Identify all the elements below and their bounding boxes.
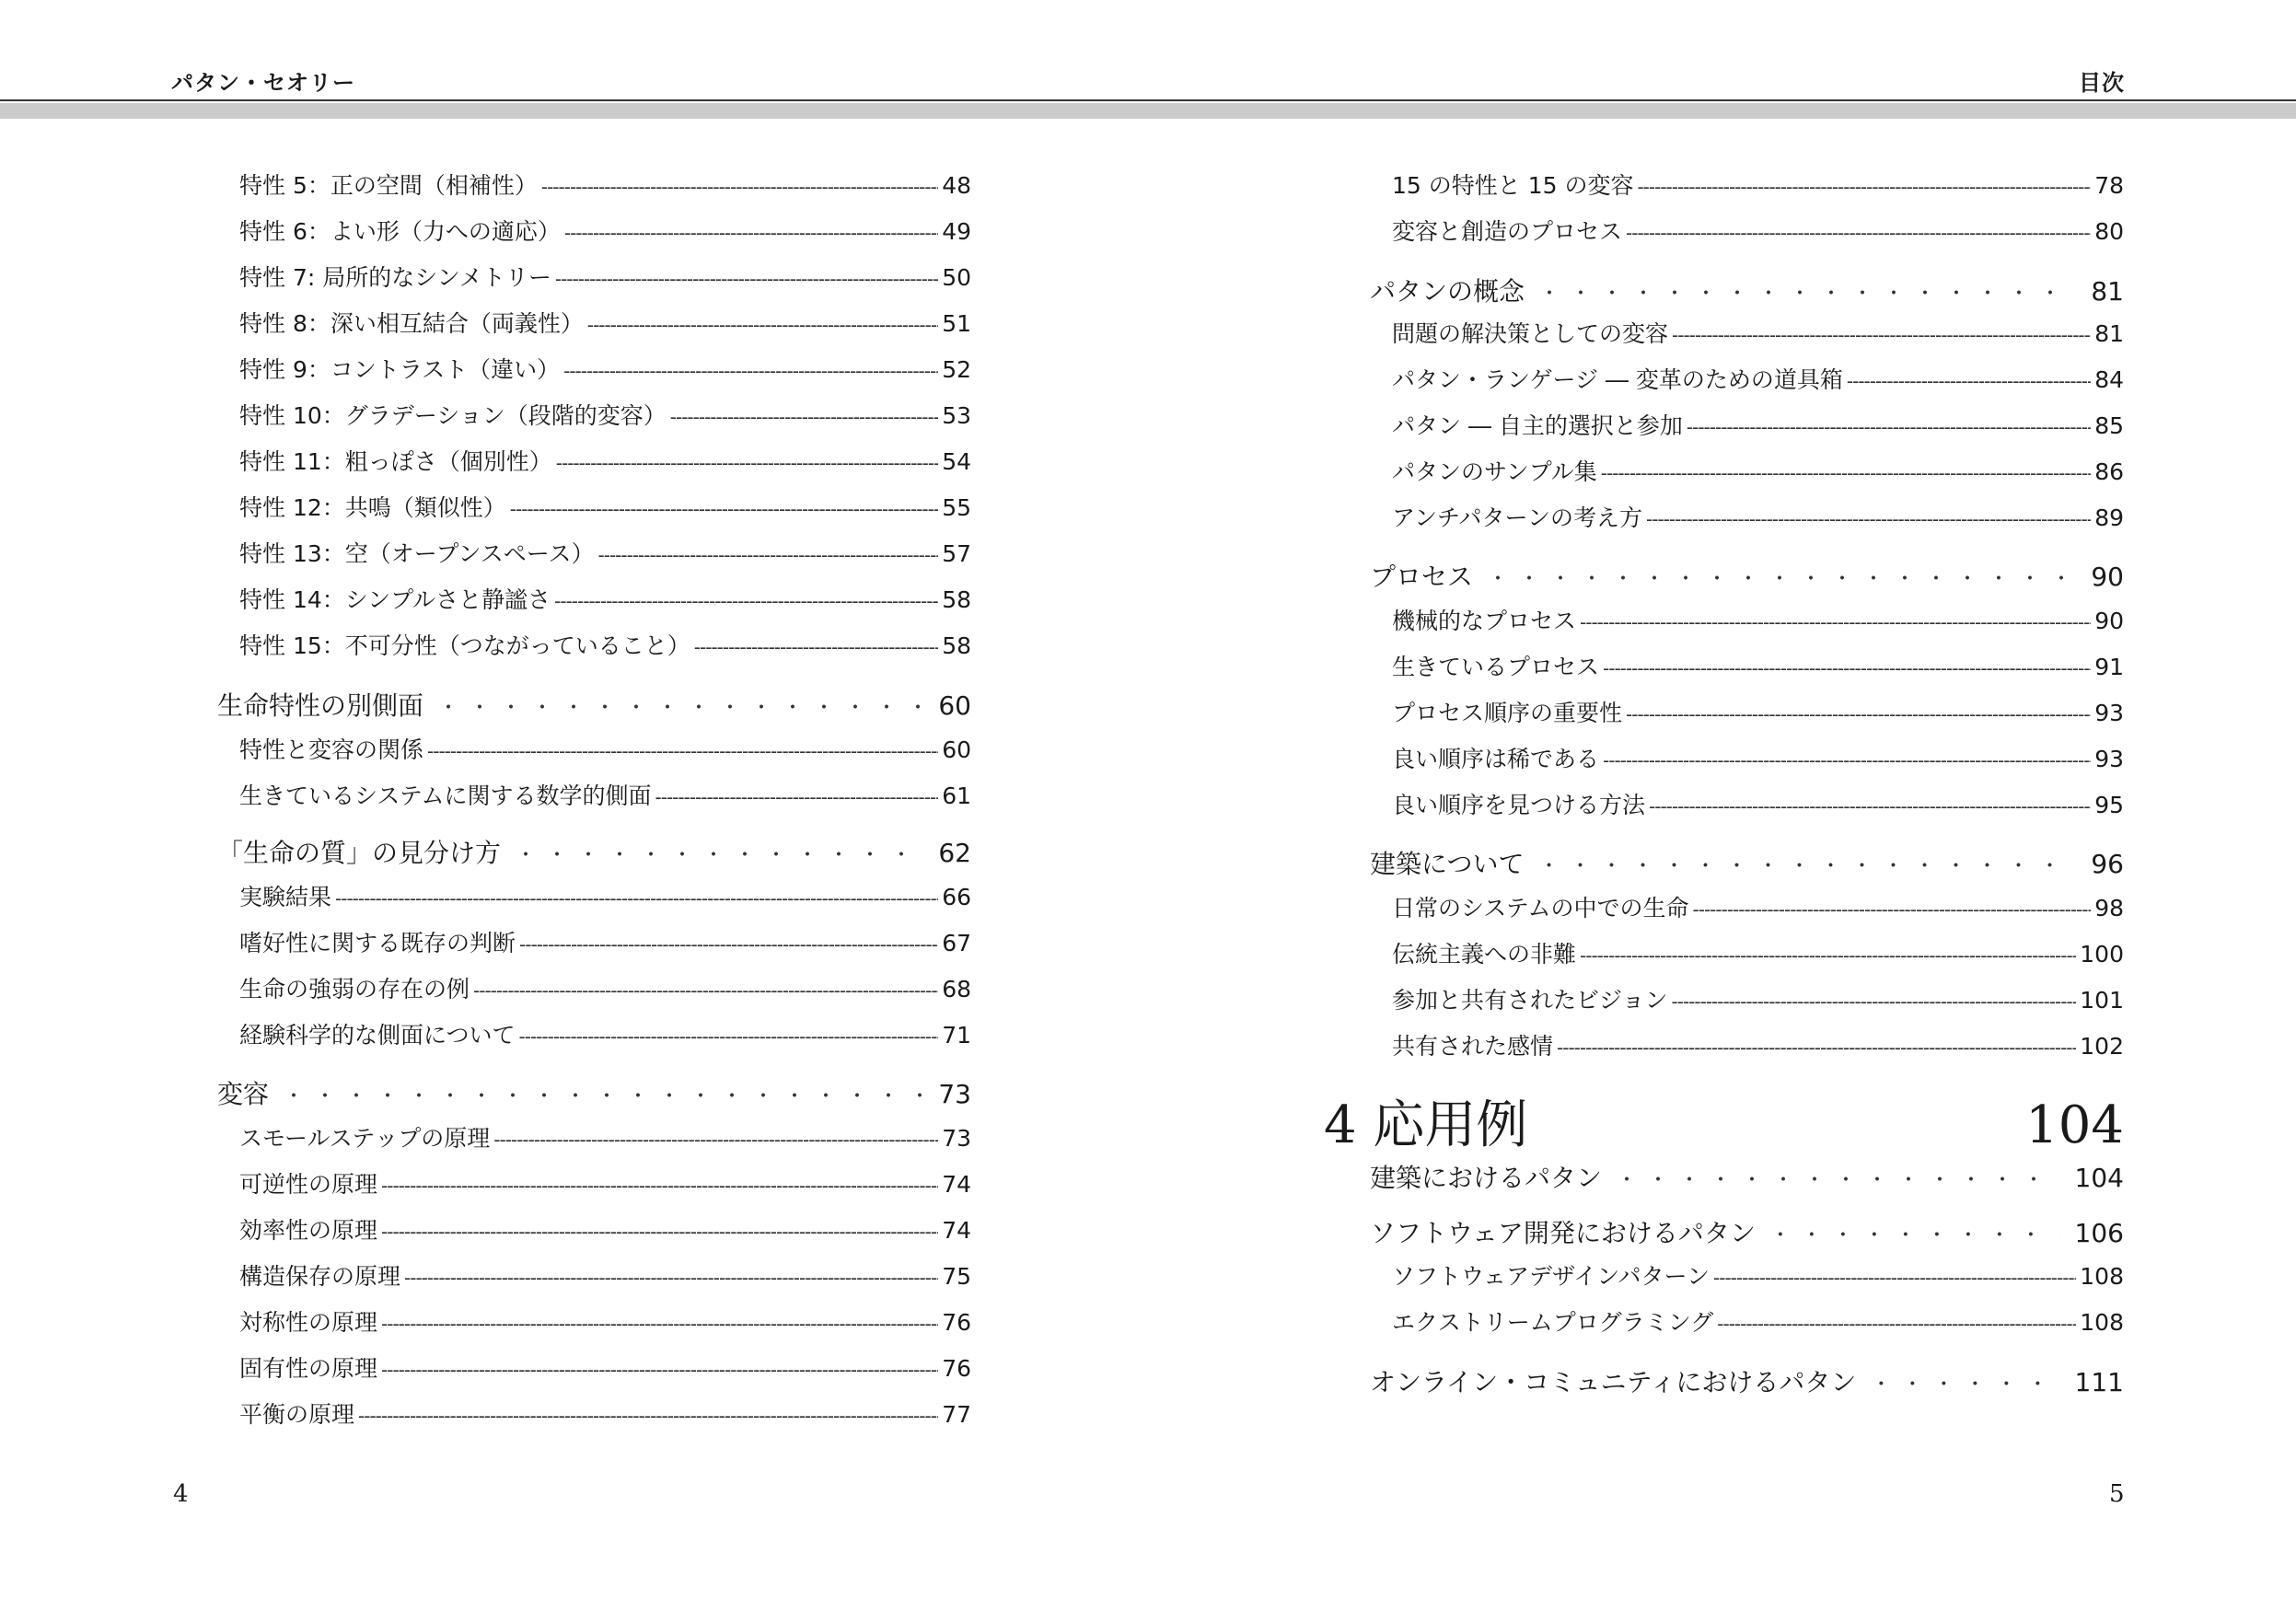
header-rule	[0, 99, 2296, 101]
toc-entry-page: 58	[942, 632, 971, 659]
toc-entry-label: 特性 10：グラデーション（段階的変容）	[239, 402, 667, 429]
dash-leader	[1693, 895, 2092, 921]
toc-entry[interactable]	[1392, 408, 2124, 445]
dash-leader	[1601, 458, 2091, 485]
toc-entry[interactable]	[239, 260, 971, 296]
toc-entry-label: 構造保存の原理	[239, 1263, 401, 1290]
toc-entry[interactable]	[239, 398, 971, 435]
toc-section-label: 建築について	[1370, 849, 1525, 879]
dash-leader	[1603, 654, 2091, 680]
dash-leader	[1603, 746, 2091, 772]
toc-entry-label: アンチパターンの考え方	[1392, 504, 1643, 531]
toc-section-label: 「生命の質」の見分け方	[217, 838, 502, 868]
dot-leader	[1539, 276, 2076, 307]
toc-entry-page: 74	[942, 1171, 971, 1198]
toc-entry[interactable]	[239, 628, 971, 665]
dash-leader	[427, 736, 938, 763]
toc-entry-page: 93	[2094, 700, 2124, 726]
toc-entry-page: 101	[2080, 987, 2124, 1014]
dash-leader	[1713, 1263, 2076, 1290]
toc-entry[interactable]	[1392, 695, 2124, 732]
toc-entry-page: 55	[942, 494, 971, 521]
dash-leader	[554, 586, 938, 613]
toc-section-page: 111	[2074, 1367, 2124, 1397]
toc-section-label: パタンの概念	[1370, 276, 1525, 307]
toc-entry[interactable]	[1392, 316, 2124, 353]
toc-entry-label: 特性 14：シンプルさと静謐さ	[239, 586, 551, 613]
toc-entry-page: 84	[2094, 366, 2124, 393]
toc-entry-page: 51	[942, 310, 971, 337]
toc-entry-page: 90	[2094, 608, 2124, 634]
toc-chapter-page: 104	[2025, 1095, 2124, 1155]
toc-entry-label: 実験結果	[239, 884, 332, 910]
dash-leader	[556, 448, 938, 475]
toc-entry[interactable]	[1392, 890, 2124, 927]
dash-leader	[1626, 218, 2091, 245]
left-page-number: 4	[173, 1480, 189, 1508]
dash-leader	[1580, 608, 2091, 634]
dash-leader	[381, 1355, 938, 1382]
toc-entry-label: 生命の強弱の存在の例	[239, 976, 470, 1003]
toc-entry-label: 特性と変容の関係	[239, 736, 424, 763]
toc-entry-label: 特性 5：正の空間（相補性）	[239, 172, 538, 199]
toc-entry[interactable]	[239, 1212, 971, 1249]
toc-section-label: プロセス	[1370, 562, 1474, 592]
toc-entry[interactable]	[239, 971, 971, 1008]
dash-leader	[694, 632, 938, 659]
toc-section[interactable]	[1370, 1213, 2124, 1250]
toc-entry-page: 108	[2080, 1309, 2124, 1336]
toc-entry-label: 対称性の原理	[239, 1309, 378, 1336]
toc-entry-page: 52	[942, 356, 971, 383]
dash-leader	[1580, 941, 2076, 968]
toc-entry[interactable]	[239, 536, 971, 573]
toc-entry-label: 伝統主義への非難	[1392, 941, 1577, 968]
dot-leader	[1617, 1163, 2060, 1193]
toc-entry-page: 77	[942, 1401, 971, 1428]
toc-entry-label: 平衡の原理	[239, 1401, 355, 1428]
toc-entry[interactable]	[239, 732, 971, 769]
dash-leader	[404, 1263, 938, 1290]
toc-section-label: オンライン・コミュニティにおけるパタン	[1370, 1367, 1857, 1397]
dash-leader	[555, 264, 938, 291]
toc-entry[interactable]	[1392, 454, 2124, 491]
dash-leader	[473, 976, 938, 1003]
toc-entry[interactable]	[239, 879, 971, 916]
toc-section-label: 建築におけるパタン	[1370, 1163, 1603, 1193]
toc-entry-page: 67	[942, 930, 971, 956]
dash-leader	[519, 1022, 939, 1049]
dot-leader	[1538, 849, 2076, 879]
dash-leader	[493, 1125, 938, 1152]
toc-section-page: 106	[2074, 1218, 2124, 1248]
toc-entry-page: 81	[2094, 320, 2124, 347]
running-head-book-title: パタン・セオリー	[171, 69, 355, 96]
toc-entry-label: スモールステップの原理	[239, 1125, 491, 1152]
toc-chapter-label: 4 応用例	[1324, 1095, 1528, 1155]
toc-entry-label: 固有性の原理	[239, 1355, 378, 1382]
toc-entry-label: 効率性の原理	[239, 1217, 378, 1244]
header-band	[0, 103, 2296, 119]
toc-entry-page: 86	[2094, 458, 2124, 485]
toc-entry-label: 日常のシステムの中での生命	[1392, 895, 1689, 921]
toc-entry[interactable]	[239, 1304, 971, 1341]
toc-entry[interactable]	[1392, 741, 2124, 778]
toc-section[interactable]	[217, 833, 971, 870]
toc-entry-label: 特性 15：不可分性（つながっていること）	[239, 632, 690, 659]
toc-entry[interactable]	[239, 778, 971, 815]
dash-leader	[670, 402, 938, 429]
toc-entry[interactable]	[1392, 214, 2124, 250]
toc-entry-label: 参加と共有されたビジョン	[1392, 987, 1668, 1014]
dash-leader	[335, 884, 938, 910]
toc-entry-label: 特性 12：共鳴（類似性）	[239, 494, 506, 521]
toc-entry-label: 良い順序を見つける方法	[1392, 792, 1646, 818]
toc-entry-label: 可逆性の原理	[239, 1171, 378, 1198]
toc-entry-label: 15 の特性と 15 の変容	[1392, 172, 1634, 199]
toc-entry-page: 100	[2080, 941, 2124, 968]
toc-entry-page: 76	[942, 1309, 971, 1336]
toc-entry-page: 71	[942, 1022, 971, 1049]
dash-leader	[358, 1401, 938, 1428]
toc-entry-label: 共有された感情	[1392, 1033, 1554, 1060]
dash-leader	[519, 930, 938, 956]
dash-leader	[1637, 172, 2091, 199]
toc-entry-label: 特性 13：空（オープンスペース）	[239, 540, 595, 567]
toc-entry[interactable]	[239, 1397, 971, 1433]
toc-entry-page: 78	[2094, 172, 2124, 199]
toc-entry[interactable]	[1392, 982, 2124, 1019]
toc-entry-page: 102	[2080, 1033, 2124, 1060]
toc-entry[interactable]	[239, 1258, 971, 1295]
dash-leader	[381, 1217, 938, 1244]
toc-entry-page: 61	[942, 782, 971, 809]
dash-leader	[564, 218, 938, 245]
toc-entry-page: 76	[942, 1355, 971, 1382]
toc-entry[interactable]	[239, 1017, 971, 1054]
toc-entry[interactable]	[239, 490, 971, 527]
toc-section-page: 96	[2091, 849, 2124, 879]
dot-leader	[284, 1079, 923, 1109]
toc-entry-page: 75	[942, 1263, 971, 1290]
toc-entry-label: パタン ― 自主的選択と参加	[1392, 412, 1683, 439]
toc-entry-page: 48	[942, 172, 971, 199]
toc-entry-page: 95	[2094, 792, 2124, 818]
toc-entry-page: 89	[2094, 504, 2124, 531]
toc-section[interactable]	[217, 1074, 971, 1111]
toc-entry[interactable]	[1392, 1258, 2124, 1295]
toc-entry-label: 特性 8：深い相互結合（両義性）	[239, 310, 584, 337]
toc-section-label: ソフトウェア開発におけるパタン	[1370, 1218, 1756, 1248]
toc-entry[interactable]	[1392, 936, 2124, 973]
toc-entry[interactable]	[239, 925, 971, 962]
toc-entry-page: 57	[942, 540, 971, 567]
dash-leader	[1672, 320, 2091, 347]
toc-entry-label: プロセス順序の重要性	[1392, 700, 1623, 726]
dash-leader	[1672, 987, 2077, 1014]
toc-entry-label: エクストリームプログラミング	[1392, 1309, 1714, 1336]
dot-leader	[1770, 1218, 2060, 1248]
toc-entry-page: 68	[942, 976, 971, 1003]
toc-entry-page: 85	[2094, 412, 2124, 439]
toc-entry-page: 54	[942, 448, 971, 475]
dot-leader	[438, 690, 923, 721]
toc-section-page: 62	[938, 838, 971, 868]
toc-entry-label: ソフトウェアデザインパターン	[1392, 1263, 1710, 1290]
dash-leader	[1626, 700, 2091, 726]
toc-section[interactable]	[1370, 557, 2124, 594]
dash-leader	[598, 540, 939, 567]
dash-leader	[1687, 412, 2091, 439]
toc-entry[interactable]	[239, 306, 971, 342]
dash-leader	[381, 1171, 938, 1198]
toc-entry-page: 53	[942, 402, 971, 429]
toc-section-page: 81	[2091, 276, 2124, 307]
toc-entry-label: 特性 9：コントラスト（違い）	[239, 356, 561, 383]
toc-entry[interactable]	[1392, 649, 2124, 686]
toc-entry[interactable]	[239, 1166, 971, 1203]
toc-section-page: 90	[2091, 562, 2124, 592]
dash-leader	[510, 494, 938, 521]
toc-entry-label: 特性 11：粗っぽさ（個別性）	[239, 448, 552, 475]
toc-entry[interactable]	[1392, 500, 2124, 537]
toc-entry-label: 生きているシステムに関する数学的側面	[239, 782, 652, 809]
toc-entry[interactable]	[239, 1350, 971, 1387]
dash-leader	[1557, 1033, 2076, 1060]
dot-leader	[1871, 1367, 2059, 1397]
toc-entry-page: 80	[2094, 218, 2124, 245]
toc-entry-label: 変容と創造のプロセス	[1392, 218, 1623, 245]
toc-section-page: 104	[2074, 1163, 2124, 1193]
dash-leader	[563, 356, 938, 383]
toc-entry[interactable]	[1392, 168, 2124, 204]
dash-leader	[655, 782, 939, 809]
toc-section[interactable]	[217, 686, 971, 723]
toc-entry[interactable]	[1392, 1028, 2124, 1065]
toc-entry-page: 91	[2094, 654, 2124, 680]
dash-leader	[1847, 366, 2091, 393]
toc-entry-page: 98	[2094, 895, 2124, 921]
dash-leader	[1717, 1309, 2076, 1336]
toc-entry-page: 73	[942, 1125, 971, 1152]
toc-entry-page: 108	[2080, 1263, 2124, 1290]
dash-leader	[381, 1309, 938, 1336]
toc-entry-label: 問題の解決策としての変容	[1392, 320, 1669, 347]
toc-entry[interactable]	[1392, 603, 2124, 640]
toc-entry-label: パタン・ランゲージ ― 変革のための道具箱	[1392, 366, 1843, 393]
toc-entry-label: 特性 7: 局所的なシンメトリー	[239, 264, 551, 291]
toc-entry[interactable]	[239, 352, 971, 388]
toc-entry-label: 経験科学的な側面について	[239, 1022, 516, 1049]
dot-leader	[1488, 562, 2076, 592]
toc-entry-label: 良い順序は稀である	[1392, 746, 1600, 772]
toc-entry-label: パタンのサンプル集	[1392, 458, 1597, 485]
toc-section[interactable]	[1370, 1158, 2124, 1195]
toc-entry[interactable]	[1392, 362, 2124, 399]
dash-leader	[1646, 504, 2091, 531]
toc-section-page: 60	[938, 690, 971, 721]
toc-section-label: 生命特性の別側面	[217, 690, 424, 721]
toc-section-label: 変容	[217, 1079, 270, 1109]
dash-leader	[587, 310, 938, 337]
toc-entry[interactable]	[239, 168, 971, 204]
toc-entry-label: 生きているプロセス	[1392, 654, 1600, 680]
dash-leader	[541, 172, 938, 199]
toc-entry[interactable]	[1392, 1304, 2124, 1341]
running-head-section-title: 目次	[2079, 69, 2125, 96]
toc-entry[interactable]	[239, 582, 971, 619]
toc-entry-label: 特性 6：よい形（力への適応）	[239, 218, 561, 245]
toc-entry-page: 58	[942, 586, 971, 613]
toc-section[interactable]	[1370, 844, 2124, 881]
toc-entry-page: 50	[942, 264, 971, 291]
toc-entry-page: 49	[942, 218, 971, 245]
toc-entry-page: 74	[942, 1217, 971, 1244]
toc-entry[interactable]	[239, 444, 971, 481]
dash-leader	[1649, 792, 2091, 818]
toc-entry-page: 93	[2094, 746, 2124, 772]
toc-entry-page: 60	[942, 736, 971, 763]
toc-section[interactable]	[1370, 272, 2124, 308]
toc-entry-label: 嗜好性に関する既存の判断	[239, 930, 516, 956]
toc-section[interactable]	[1370, 1362, 2124, 1399]
toc-entry[interactable]	[1392, 787, 2124, 824]
dot-leader	[516, 838, 923, 868]
toc-entry-label: 機械的なプロセス	[1392, 608, 1577, 634]
toc-section-page: 73	[938, 1079, 971, 1109]
toc-chapter[interactable]	[1324, 1084, 2124, 1155]
toc-entry-page: 66	[942, 884, 971, 910]
toc-entry[interactable]	[239, 1120, 971, 1157]
right-page-number: 5	[2109, 1480, 2125, 1508]
toc-entry[interactable]	[239, 214, 971, 250]
